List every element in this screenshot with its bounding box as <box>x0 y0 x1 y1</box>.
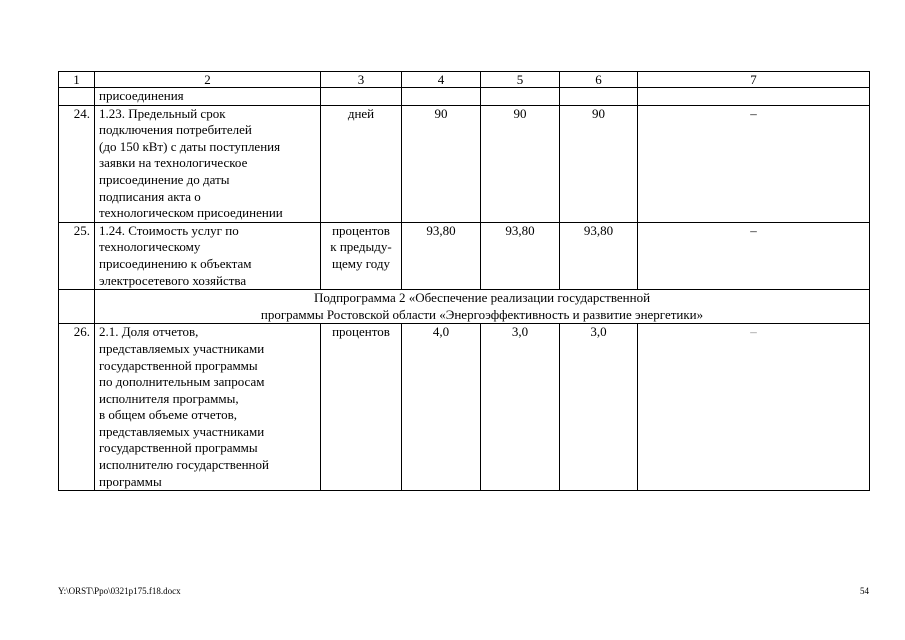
row-number <box>59 88 95 106</box>
value-col-7: – <box>638 105 870 222</box>
unit-cell: процентов к предыду- щему году <box>321 222 402 289</box>
row-number: 25. <box>59 222 95 289</box>
footer-file-path: Y:\ORST\Ppo\0321p175.f18.docx <box>58 586 181 596</box>
header-col-2: 2 <box>95 72 321 88</box>
indicator-name: 2.1. Доля отчетов, представляемых участниками государственной программы по дополнительным запросам исполнителя программы, в общем объеме отчетов, представляемых участниками государственной программы исполнителю государственной программы <box>95 324 321 491</box>
value-col-7 <box>638 88 870 106</box>
value-col-5 <box>481 88 560 106</box>
subprogram-title: Подпрограмма 2 «Обеспечение реализации государственной программы Ростовской области «Энергоэффективность и развитие энергетики» <box>95 290 870 324</box>
header-col-3: 3 <box>321 72 402 88</box>
value-col-6: 90 <box>560 105 638 222</box>
value-col-4 <box>402 88 481 106</box>
value-col-5: 93,80 <box>481 222 560 289</box>
indicator-name: 1.24. Стоимость услуг по технологическому присоединению к объектам электросетевого хозяйства <box>95 222 321 289</box>
table-header-row <box>59 72 870 88</box>
subprogram-row <box>59 290 870 324</box>
value-col-6: 3,0 <box>560 324 638 491</box>
value-col-4: 93,80 <box>402 222 481 289</box>
subprogram-spacer <box>59 290 95 324</box>
header-col-1: 1 <box>59 72 95 88</box>
table-row <box>59 324 870 491</box>
page-number: 54 <box>860 586 869 596</box>
value-col-4: 90 <box>402 105 481 222</box>
value-col-6: 93,80 <box>560 222 638 289</box>
indicator-name: присоединения <box>95 88 321 106</box>
unit-cell: процентов <box>321 324 402 491</box>
row-number: 26. <box>59 324 95 491</box>
value-col-6 <box>560 88 638 106</box>
table-row <box>59 88 870 106</box>
value-col-7: – <box>638 324 870 491</box>
header-col-4: 4 <box>402 72 481 88</box>
row-number: 24. <box>59 105 95 222</box>
value-col-7: – <box>638 222 870 289</box>
unit-cell <box>321 88 402 106</box>
header-col-6: 6 <box>560 72 638 88</box>
table-row <box>59 222 870 289</box>
unit-cell: дней <box>321 105 402 222</box>
header-col-7: 7 <box>638 72 870 88</box>
table-row <box>59 105 870 222</box>
value-col-4: 4,0 <box>402 324 481 491</box>
header-col-5: 5 <box>481 72 560 88</box>
value-col-5: 3,0 <box>481 324 560 491</box>
indicators-table <box>58 71 870 491</box>
value-col-5: 90 <box>481 105 560 222</box>
indicator-name: 1.23. Предельный срок подключения потребителей (до 150 кВт) с даты поступления заявки на технологическое присоединение до даты подписания акта о технологическом присоединении <box>95 105 321 222</box>
